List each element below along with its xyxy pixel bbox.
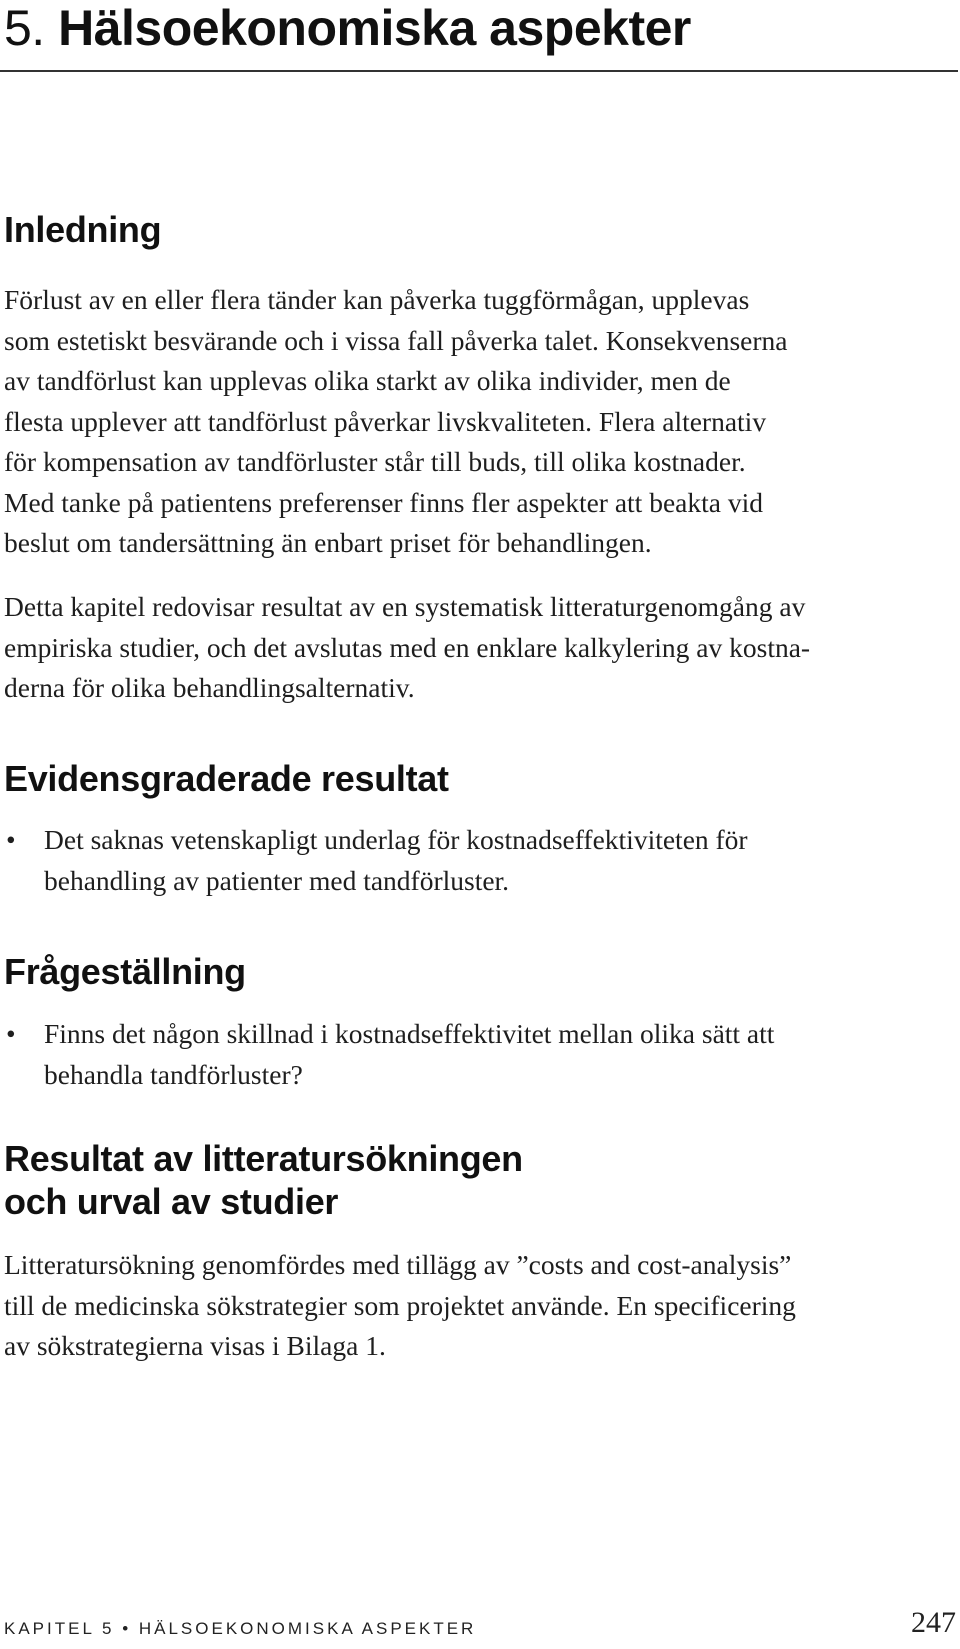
paragraph-inledning-2 (4, 587, 944, 709)
text-line: flesta upplever att tandförlust påverkar livskvaliteten. Flera alternativ (4, 405, 767, 437)
text-line: empiriska studier, och det avslutas med en enklare kalkylering av kostna- (4, 631, 811, 663)
heading-inledning: Inledning (4, 209, 162, 250)
title-rule (0, 70, 958, 72)
heading-evidensgraderade-resultat: Evidensgraderade resultat (4, 758, 449, 799)
paragraph-resultat (4, 1245, 944, 1367)
text-line: derna för olika behandlingsalternativ. (4, 672, 415, 703)
text-line: Det saknas vetenskapligt underlag för kostnadseffektiviteten för (44, 824, 748, 855)
bullet-marker: • (6, 824, 16, 855)
bullet-text (44, 1014, 774, 1095)
text-line: behandla tandförluster? (44, 1058, 303, 1090)
text-line: av tandförlust kan upplevas olika starkt av olika individer, men de (4, 365, 731, 396)
bullet-marker: • (6, 1018, 16, 1049)
text-line: Finns det någon skillnad i kostnadseffektivitet mellan olika sätt att (44, 1018, 775, 1049)
heading-fragestallning: Frågeställning (4, 951, 246, 992)
text-line: Med tanke på patientens preferenser finns fler aspekter att beakta vid (4, 486, 763, 518)
text-line: Förlust av en eller flera tänder kan påverka tuggförmågan, upplevas (4, 284, 750, 315)
chapter-title (4, 0, 691, 58)
heading-resultat-line1: Resultat av litteratursökningen (4, 1138, 523, 1179)
text-line: behandling av patienter med tandförluster. (44, 864, 510, 896)
text-line: Litteratursökning genomfördes med tillägg av ”costs and cost-analysis” (4, 1249, 792, 1280)
text-line: beslut om tandersättning än enbart priset för behandlingen. (4, 527, 652, 558)
text-line: för kompensation av tandförluster står till buds, till olika kostnader. (4, 446, 746, 477)
page-number: 247 (911, 1606, 956, 1639)
running-footer: KAPITEL 5 • HÄLSOEKONOMISKA ASPEKTER (4, 1619, 477, 1638)
text-line: som estetiskt besvärande och i vissa fall påverka talet. Konsekvenserna (4, 324, 788, 356)
text-line: Detta kapitel redovisar resultat av en systematisk litteraturgenomgång av (4, 591, 806, 622)
heading-resultat-line2: och urval av studier (4, 1181, 339, 1222)
paragraph-inledning-1 (4, 280, 944, 564)
text-line: av sökstrategierna visas i Bilaga 1. (4, 1330, 386, 1361)
bullet-text (44, 820, 748, 901)
chapter-title-text: Hälsoekonomiska aspekter (58, 0, 691, 56)
text-line: till de medicinska sökstrategier som projektet använde. En specificering (4, 1289, 796, 1321)
chapter-number: 5. (4, 0, 45, 56)
